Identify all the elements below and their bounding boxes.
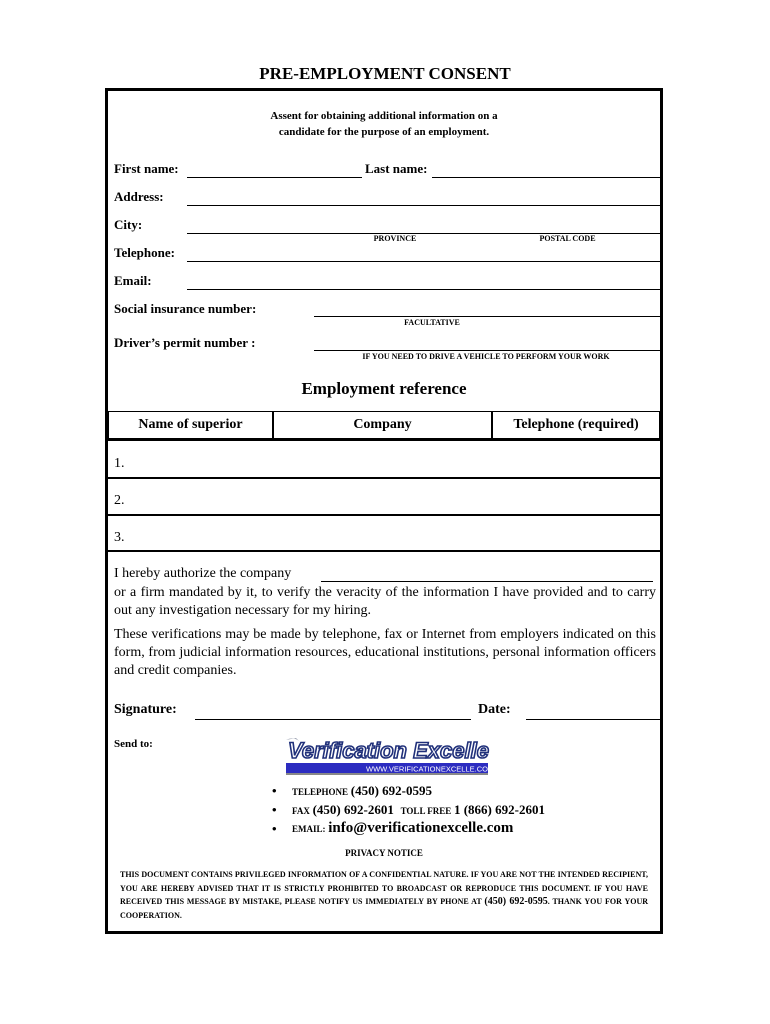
company-name-field[interactable] (321, 581, 653, 582)
first-name-label: First name: (114, 161, 179, 176)
address-label: Address: (114, 189, 164, 204)
province-caption: PROVINCE (373, 234, 417, 243)
email-item (272, 820, 545, 838)
date-label: Date: (478, 702, 511, 717)
fax-number: (450) 692-2601 (312, 802, 394, 817)
email-address[interactable]: info@verificationexcelle.com (328, 820, 514, 836)
column-name-of-superior: Name of superior (108, 411, 273, 439)
authorization-text: or a firm mandated by it, to verify the veracity of the information I have provided and to carry out any investigation necessary for my hiring. (114, 585, 656, 618)
send-to-label: Send to: (114, 738, 153, 750)
first-name-field[interactable] (187, 177, 362, 178)
postal-code-caption: POSTAL CODE (539, 234, 596, 243)
privacy-notice-title: PRIVACY NOTICE (345, 848, 423, 858)
city-label: City: (114, 217, 143, 232)
fax-label: FAX (292, 806, 310, 816)
page-title: PRE-EMPLOYMENT CONSENT (259, 64, 511, 83)
email-label: Email: (114, 273, 152, 288)
row-number: 2. (114, 493, 125, 508)
row-number: 3. (114, 530, 125, 545)
telephone-field[interactable] (187, 261, 662, 262)
toll-free-number: 1 (866) 692-2601 (453, 802, 545, 817)
logo-url: WWW.VERIFICATIONEXCELLE.COM (366, 764, 490, 774)
email-label: EMAIL: (292, 824, 326, 834)
reference-row-1[interactable] (108, 439, 660, 477)
contact-list (272, 782, 545, 838)
privacy-notice-text (120, 868, 648, 922)
verification-excelle-logo (284, 734, 490, 778)
subtitle-line-2: candidate for the purpose of an employment. (278, 126, 490, 138)
driver-permit-field[interactable] (314, 350, 662, 351)
date-field[interactable] (526, 719, 662, 720)
logo-text: Verification Excelle (288, 738, 489, 763)
employment-reference-heading: Employment reference (301, 379, 467, 398)
authorize-line: I hereby authorize the company (114, 566, 292, 581)
email-field[interactable] (187, 289, 662, 290)
signature-label: Signature: (114, 702, 177, 717)
telephone-label: TELEPHONE (292, 787, 349, 797)
verification-text: These verifications may be made by telephone, fax or Internet from employers indicated on this form, from judicial information resources, educational institutions, personal information officers and credit companies. (114, 627, 656, 678)
row-number: 1. (114, 456, 125, 471)
privacy-text-a: THIS DOCUMENT CONTAINS PRIVILEGED INFORMATION OF A CONFIDENTIAL NATURE. IF YOU ARE NOT THE INTENDED RECIPIENT, YOU ARE HEREBY ADVISED THAT IT IS STRICTLY PROHIBITED TO BROADCAST OR REPRODUCE THIS DOCUMENT. IF YOU HAVE RECEIVED THIS MESSAGE BY MISTAKE, PLEASE NOTIFY US IMMEDIATELY BY PHONE AT (120, 870, 648, 906)
subtitle-line-1: Assent for obtaining additional information on a (270, 110, 498, 122)
telephone-label: Telephone: (114, 245, 175, 260)
logo-graphic (284, 734, 490, 778)
toll-free-label: TOLL FREE (400, 806, 452, 816)
reference-row-2[interactable] (108, 477, 660, 514)
sin-caption: FACULTATIVE (404, 318, 460, 327)
signature-field[interactable] (195, 719, 471, 720)
telephone-number: (450) 692-0595 (350, 783, 433, 798)
reference-row-3[interactable] (108, 514, 660, 552)
driver-permit-label: Driver’s permit number : (114, 335, 256, 350)
sin-label: Social insurance number: (114, 301, 257, 316)
last-name-field[interactable] (432, 177, 662, 178)
privacy-text-b: . THANK YOU FOR YOUR COOPERATION. (120, 897, 649, 920)
telephone-item (272, 782, 545, 801)
fax-item (272, 801, 545, 820)
column-company: Company (273, 411, 492, 439)
sin-field[interactable] (314, 316, 662, 317)
privacy-phone: (450) 692-0595 (484, 896, 548, 907)
last-name-label: Last name: (365, 161, 428, 176)
address-field[interactable] (187, 205, 662, 206)
column-telephone: Telephone (required) (492, 411, 660, 439)
driver-permit-caption: IF YOU NEED TO DRIVE A VEHICLE TO PERFORM YOUR WORK (362, 352, 610, 361)
